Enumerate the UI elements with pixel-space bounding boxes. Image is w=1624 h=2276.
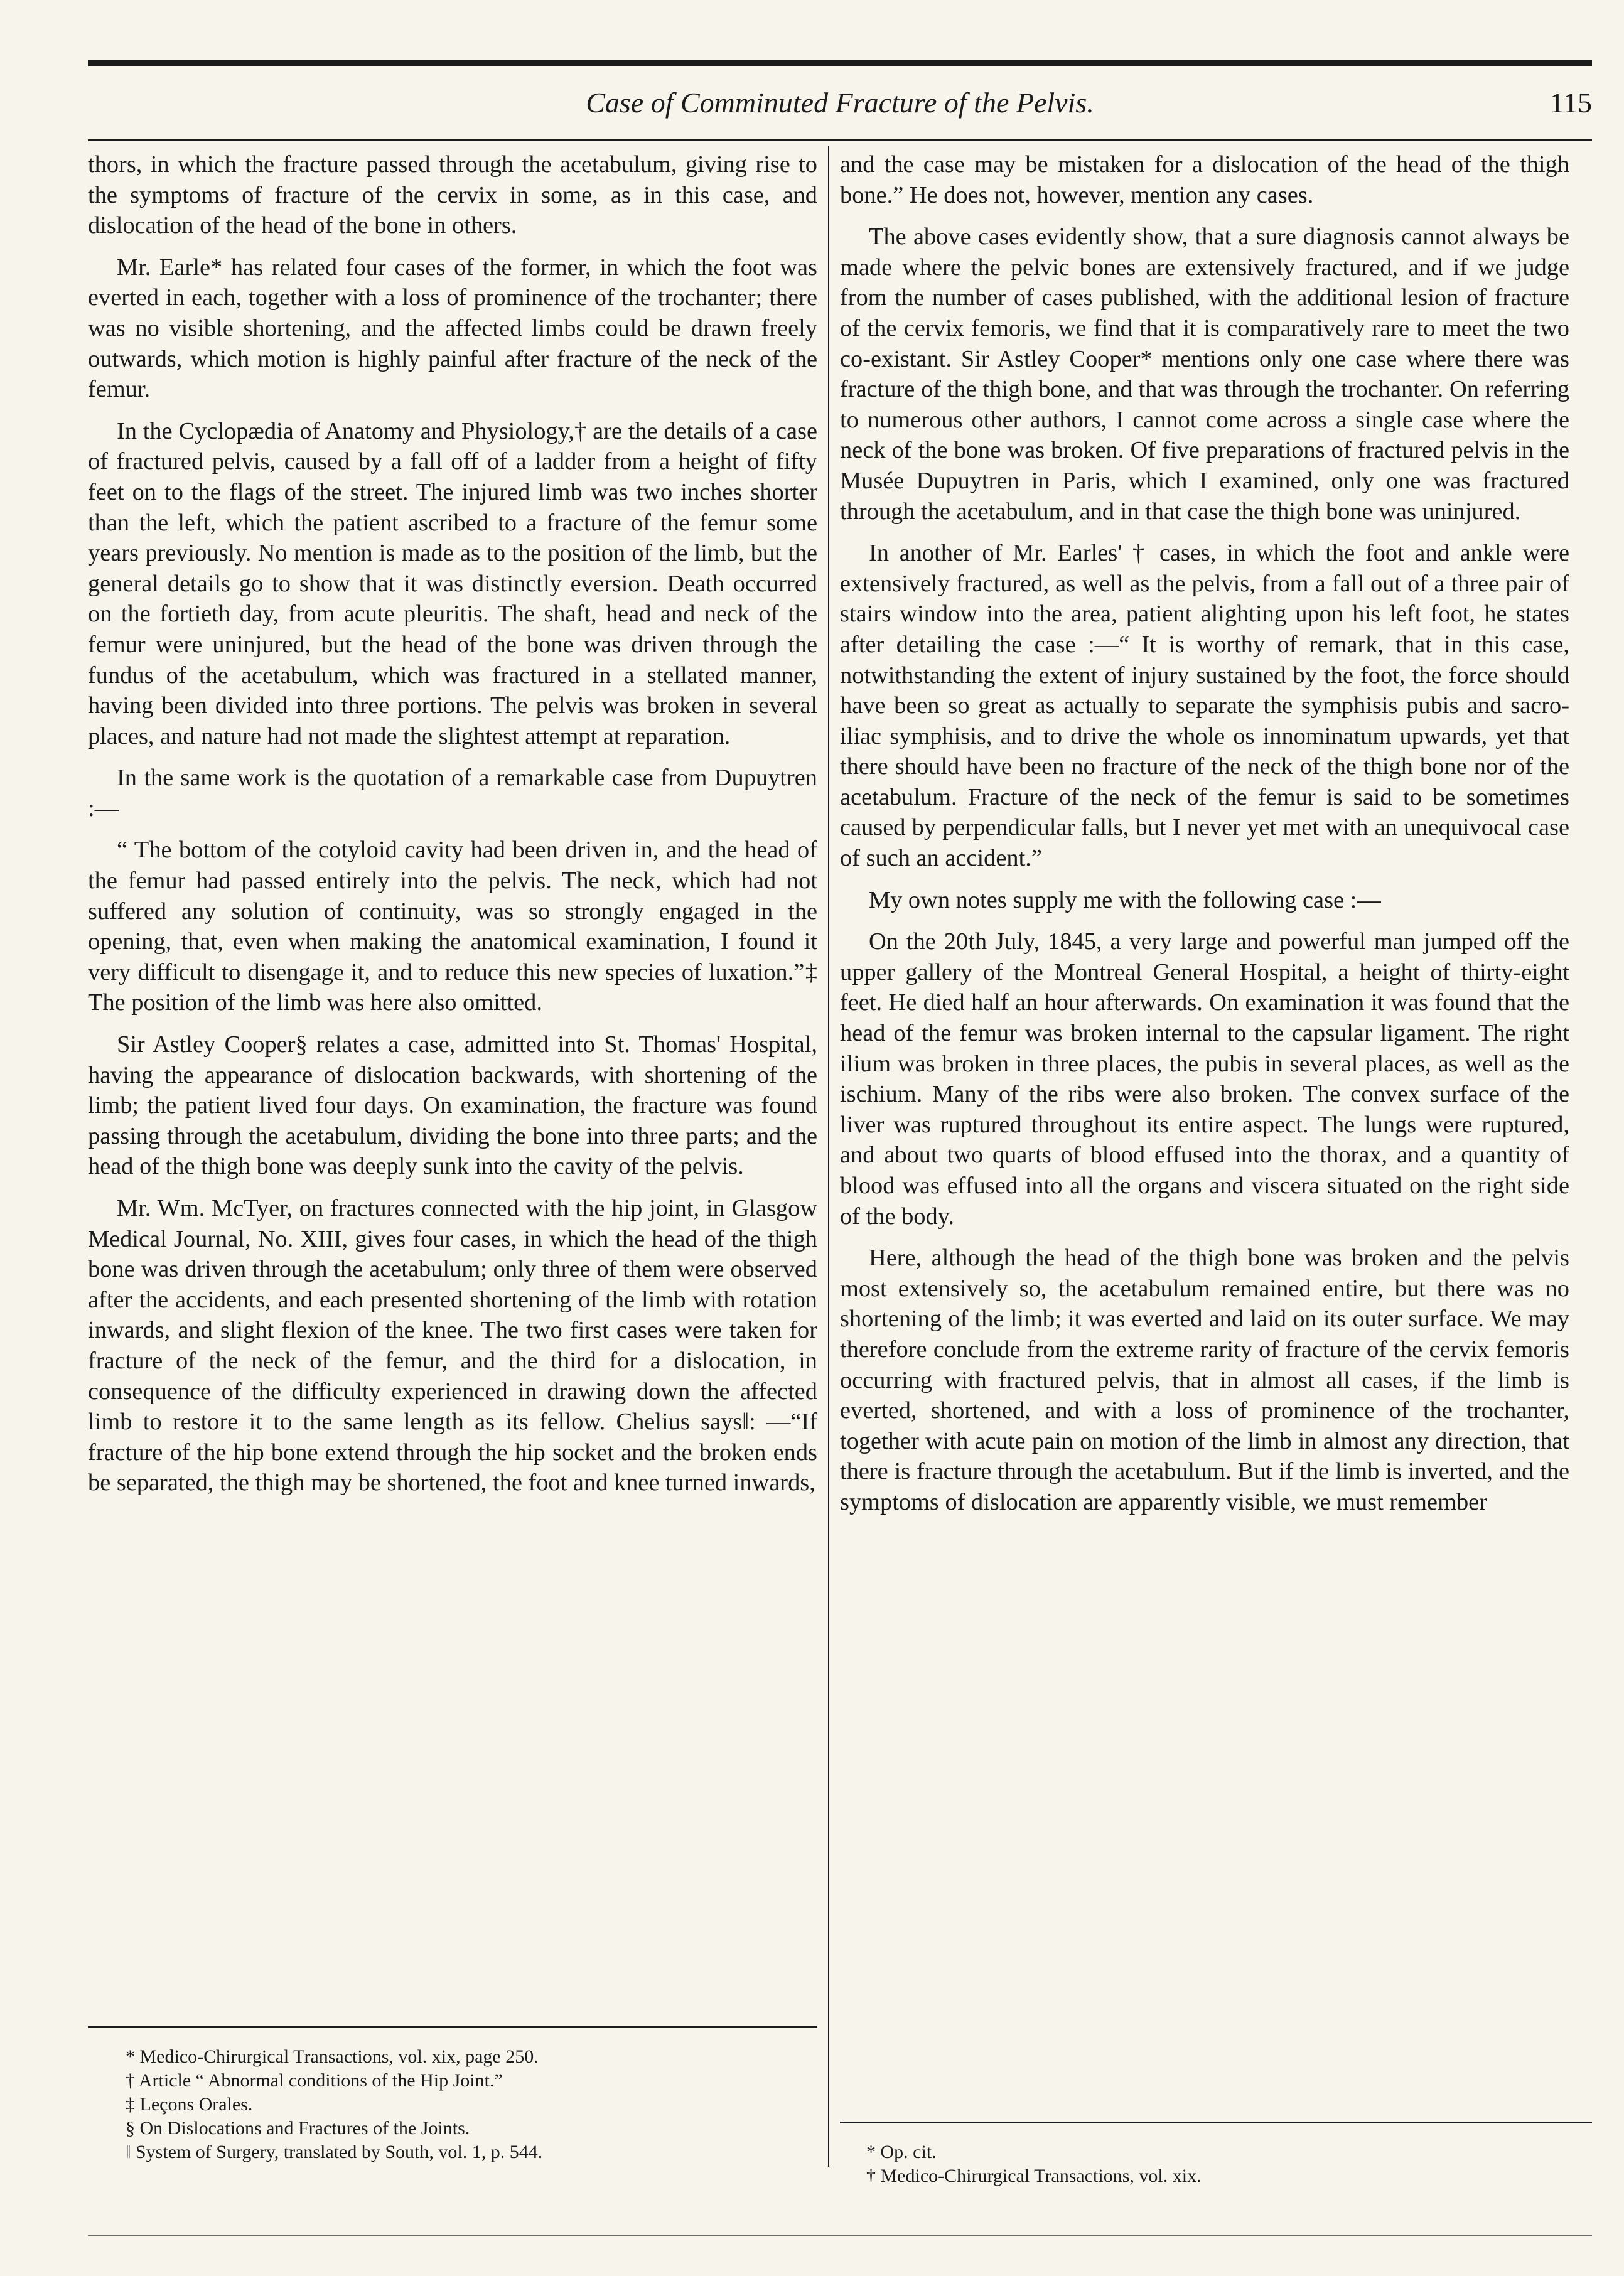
column-divider <box>828 146 829 2167</box>
paragraph: In the Cyclopædia of Anatomy and Physiology,† are the details of a case of fractured pelvis, caused by a fall off of a ladder from a height of fifty feet on to the flags of the street. The injured limb was two inches shorter than the left, which the patient ascribed to a fracture of the femur some years previously. No mention is made as to the position of the limb, but the general details go to show that it was distinctly eversion. Death occurred on the fortieth day, from acute pleuritis. The shaft, head and neck of the femur were uninjured, but the head of the bone was driven through the fundus of the acetabulum, which was fractured in a stellated manner, having been divided into three portions. The pelvis was broken in several places, and nature had not made the slightest attempt at reparation. <box>88 417 817 749</box>
footnotes-right <box>866 2140 1557 2188</box>
top-rule <box>88 60 1592 66</box>
paragraph: On the 20th July, 1845, a very large and powerful man jumped off the upper gallery of the Montreal General Hospital, a height of thirty-eight feet. He died half an hour afterwards. On examination it was found that the head of the femur was broken internal to the capsular ligament. The right ilium was broken in three places, the pubis in several places, as well as the ischium. Many of the ribs were also broken. The convex surface of the liver was ruptured throughout its entire aspect. The lungs were ruptured, and about two quarts of blood effused into the thorax, and a quantity of blood was effused into all the organs and viscera situated on the right side of the body. <box>840 928 1569 1230</box>
paragraph: My own notes supply me with the following case :— <box>869 886 1381 913</box>
paragraph: Mr. Earle* has related four cases of the former, in which the foot was everted in each, together with a loss of prominence of the trochanter; there was no visible shortening, and the affected limbs could be drawn freely outwards, which motion is highly painful after fracture of the neck of the femur. <box>88 254 817 403</box>
footnote: † Article “ Abnormal conditions of the Hip Joint.” <box>126 2070 503 2091</box>
footnote-rule-left <box>88 2026 817 2028</box>
paragraph: and the case may be mistaken for a dislocation of the head of the thigh bone.” He does not, however, mention any cases. <box>840 151 1569 208</box>
running-head: Case of Comminuted Fracture of the Pelvis. <box>586 87 1094 119</box>
footnote: ‡ Leçons Orales. <box>126 2094 253 2115</box>
page-number: 115 <box>1549 87 1592 119</box>
footnote-rule-right <box>840 2122 1592 2123</box>
right-column <box>840 149 1569 1518</box>
bottom-rule <box>88 2235 1592 2236</box>
paragraph: Sir Astley Cooper§ relates a case, admitted into St. Thomas' Hospital, having the appearance of dislocation backwards, with shortening of the limb; the patient lived four days. On examination, the fracture was found passing through the acetabulum, dividing the bone into three parts; and the head of the thigh bone was deeply sunk into the cavity of the pelvis. <box>88 1031 817 1180</box>
page-header <box>88 80 1592 126</box>
footnote: * Medico-Chirurgical Transactions, vol. xix, page 250. <box>126 2046 539 2067</box>
footnote: † Medico-Chirurgical Transactions, vol. xix. <box>866 2166 1202 2186</box>
footnote: ‖ System of Surgery, translated by South, vol. 1, p. 544. <box>126 2142 543 2162</box>
quotation: “ The bottom of the cotyloid cavity had been driven in, and the head of the femur had passed entirely into the pelvis. The neck, which had not suffered any solution of continuity, was so strongly engaged in the opening, that, even when making the anatomical examination, I found it very difficult to disengage it, and to reduce this new species of luxation.”‡ The position of the limb was here also omitted. <box>88 837 817 1016</box>
paragraph: Here, although the head of the thigh bone was broken and the pelvis most extensively so, the acetabulum remained entire, but there was no shortening of the limb; it was everted and laid on its outer surface. We may therefore conclude from the extreme rarity of fracture of the cervix femoris occurring with fractured pelvis, that in almost all cases, if the limb is everted, shortened, and with a loss of prominence of the trochanter, together with acute pain on motion of the limb in almost any direction, that there is fracture through the acetabulum. But if the limb is inverted, and the symptoms of dislocation are apparently visible, we must remember <box>840 1245 1569 1515</box>
paragraph: Mr. Wm. McTyer, on fractures connected with the hip joint, in Glasgow Medical Journal, No. XIII, gives four cases, in which the head of the thigh bone was driven through the acetabulum; only three of them were observed after the accidents, and each presented shortening of the limb with rotation inwards, and slight flexion of the knee. The two first cases were taken for fracture of the neck of the femur, and the third for a dislocation, in consequence of the difficulty experienced in drawing down the affected limb to restore it to the same length as its fellow. Chelius says‖: —“If fracture of the hip bone extend through the hip socket and the broken ends be separated, the thigh may be shortened, the foot and knee turned inwards, <box>88 1195 817 1496</box>
left-column <box>88 149 817 1498</box>
footnote: * Op. cit. <box>866 2142 937 2162</box>
footnote: § On Dislocations and Fractures of the Joints. <box>126 2118 470 2139</box>
paragraph: thors, in which the fracture passed through the acetabulum, giving rise to the symptoms of fracture of the cervix in some, as in this case, and dislocation of the head of the bone in others. <box>88 151 817 239</box>
footnotes-left <box>126 2045 804 2164</box>
paragraph: The above cases evidently show, that a sure diagnosis cannot always be made where the pelvic bones are extensively fractured, and if we judge from the number of cases published, with the additional lesion of fracture of the cervix femoris, we find that it is comparatively rare to meet the two co-existant. Sir Astley Cooper* mentions only one case where there was fracture of the thigh bone, and that was through the trochanter. On referring to numerous other authors, I cannot come across a single case where the neck of the bone was broken. Of five preparations of fractured pelvis in the Musée Dupuytren in Paris, which I examined, only one was fractured through the acetabulum, and in that case the thigh bone was uninjured. <box>840 223 1569 525</box>
header-rule <box>88 139 1592 141</box>
paragraph: In the same work is the quotation of a remarkable case from Dupuytren :— <box>88 765 817 822</box>
paragraph: In another of Mr. Earles' † cases, in which the foot and ankle were extensively fractured, as well as the pelvis, from a fall out of a three pair of stairs window into the area, patient alighting upon his left foot, he states after detailing the case :—“ It is worthy of remark, that in this case, notwithstanding the extent of injury sustained by the foot, the force should have been so great as actually to separate the symphisis pubis and sacro-iliac symphisis, and to drive the whole os innominatum upwards, yet that there should have been no fracture of the neck of the thigh bone nor of the acetabulum. Fracture of the neck of the femur is said to be sometimes caused by perpendicular falls, but I never yet met with an unequivocal case of such an accident.” <box>840 540 1569 872</box>
